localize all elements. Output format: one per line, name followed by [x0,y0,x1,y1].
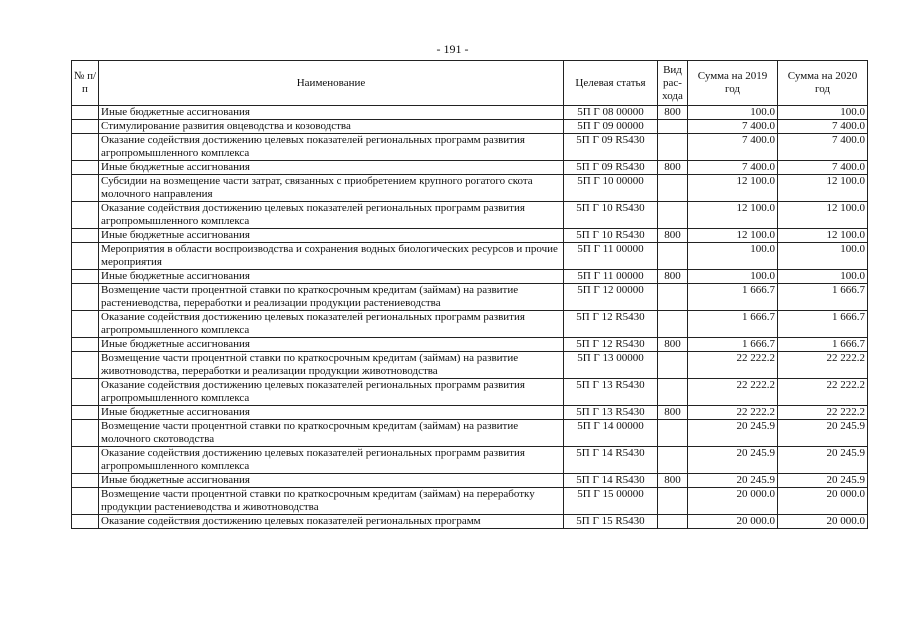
row-target-code: 5П Г 11 00000 [564,270,658,284]
row-name: Иные бюджетные ассигнования [99,161,564,175]
table-row [72,120,868,134]
row-sum-2019: 22 222.2 [688,379,778,406]
row-target-code: 5П Г 11 00000 [564,243,658,270]
row-number [72,338,99,352]
row-number [72,229,99,243]
column-header-name: Наименование [99,61,564,106]
row-sum-2020: 100.0 [778,106,868,120]
row-expense-type [658,379,688,406]
row-sum-2020: 1 666.7 [778,284,868,311]
row-sum-2020: 20 245.9 [778,447,868,474]
row-sum-2019: 20 000.0 [688,488,778,515]
row-expense-type: 800 [658,338,688,352]
column-header-vid: Вид рас-хода [658,61,688,106]
row-expense-type: 800 [658,106,688,120]
table-row [72,447,868,474]
row-sum-2019: 100.0 [688,106,778,120]
row-sum-2020: 22 222.2 [778,406,868,420]
row-sum-2020: 12 100.0 [778,229,868,243]
table-row [72,134,868,161]
page-number: - 191 - [436,42,469,56]
row-target-code: 5П Г 09 R5430 [564,161,658,175]
row-target-code: 5П Г 09 R5430 [564,134,658,161]
column-header-code: Целевая статья [564,61,658,106]
row-sum-2019: 7 400.0 [688,120,778,134]
row-target-code: 5П Г 15 R5430 [564,515,658,529]
row-sum-2020: 100.0 [778,270,868,284]
table-row [72,311,868,338]
row-number [72,175,99,202]
row-number [72,202,99,229]
row-expense-type [658,311,688,338]
table-row [72,488,868,515]
row-number [72,161,99,175]
row-expense-type: 800 [658,229,688,243]
row-sum-2019: 12 100.0 [688,202,778,229]
row-expense-type [658,202,688,229]
row-number [72,243,99,270]
row-target-code: 5П Г 08 00000 [564,106,658,120]
row-target-code: 5П Г 15 00000 [564,488,658,515]
row-name: Возмещение части процентной ставки по краткосрочным кредитам (займам) на развитие растениеводства, переработки и реализации продукции растениеводства [99,284,564,311]
row-target-code: 5П Г 10 00000 [564,175,658,202]
row-sum-2020: 12 100.0 [778,202,868,229]
row-target-code: 5П Г 13 00000 [564,352,658,379]
row-sum-2019: 20 000.0 [688,515,778,529]
table-row [72,352,868,379]
row-number [72,270,99,284]
row-name: Возмещение части процентной ставки по краткосрочным кредитам (займам) на переработку продукции растениеводства и животноводства [99,488,564,515]
table-row [72,338,868,352]
row-name: Иные бюджетные ассигнования [99,338,564,352]
row-target-code: 5П Г 14 00000 [564,420,658,447]
table-body [72,106,868,529]
table-row [72,175,868,202]
row-number [72,352,99,379]
table-row [72,106,868,120]
row-sum-2019: 100.0 [688,243,778,270]
table-row [72,420,868,447]
table-row [72,243,868,270]
row-sum-2020: 22 222.2 [778,352,868,379]
row-sum-2019: 12 100.0 [688,175,778,202]
row-name: Субсидии на возмещение части затрат, связанных с приобретением крупного рогатого скота молочного направления [99,175,564,202]
row-target-code: 5П Г 14 R5430 [564,447,658,474]
row-sum-2020: 100.0 [778,243,868,270]
row-name: Оказание содействия достижению целевых показателей региональных программ развития агропромышленного комплекса [99,311,564,338]
row-number [72,406,99,420]
row-sum-2019: 1 666.7 [688,338,778,352]
row-expense-type [658,515,688,529]
row-number [72,515,99,529]
row-target-code: 5П Г 14 R5430 [564,474,658,488]
table-header [72,61,868,106]
row-expense-type [658,447,688,474]
row-number [72,284,99,311]
row-sum-2020: 7 400.0 [778,161,868,175]
table-row [72,161,868,175]
row-target-code: 5П Г 10 R5430 [564,229,658,243]
row-name: Оказание содействия достижению целевых показателей региональных программ развития агропромышленного комплекса [99,379,564,406]
row-expense-type [658,488,688,515]
row-name: Мероприятия в области воспроизводства и сохранения водных биологических ресурсов и прочие мероприятия [99,243,564,270]
row-expense-type: 800 [658,270,688,284]
row-sum-2020: 20 245.9 [778,420,868,447]
row-name: Иные бюджетные ассигнования [99,406,564,420]
row-sum-2019: 12 100.0 [688,229,778,243]
row-number [72,447,99,474]
row-sum-2019: 1 666.7 [688,284,778,311]
row-name: Иные бюджетные ассигнования [99,106,564,120]
row-expense-type: 800 [658,161,688,175]
budget-table [71,60,868,529]
row-expense-type [658,120,688,134]
row-sum-2020: 20 245.9 [778,474,868,488]
row-sum-2019: 100.0 [688,270,778,284]
row-number [72,474,99,488]
row-number [72,488,99,515]
row-target-code: 5П Г 10 R5430 [564,202,658,229]
row-name: Стимулирование развития овцеводства и козоводства [99,120,564,134]
row-sum-2019: 7 400.0 [688,134,778,161]
row-name: Возмещение части процентной ставки по краткосрочным кредитам (займам) на развитие молочного скотоводства [99,420,564,447]
row-name: Возмещение части процентной ставки по краткосрочным кредитам (займам) на развитие животноводства, переработки и реализации продукции животноводства [99,352,564,379]
row-sum-2020: 1 666.7 [778,311,868,338]
row-name: Оказание содействия достижению целевых показателей региональных программ развития агропромышленного комплекса [99,134,564,161]
row-name: Иные бюджетные ассигнования [99,270,564,284]
row-number [72,311,99,338]
row-expense-type: 800 [658,406,688,420]
row-sum-2019: 22 222.2 [688,352,778,379]
row-name: Оказание содействия достижению целевых показателей региональных программ [99,515,564,529]
column-header-num: № п/п [72,61,99,106]
row-number [72,420,99,447]
row-sum-2019: 7 400.0 [688,161,778,175]
table-row [72,474,868,488]
row-expense-type [658,352,688,379]
row-expense-type [658,284,688,311]
table-row [72,270,868,284]
row-target-code: 5П Г 12 R5430 [564,311,658,338]
row-sum-2020: 20 000.0 [778,488,868,515]
row-number [72,379,99,406]
row-number [72,134,99,161]
row-sum-2019: 22 222.2 [688,406,778,420]
row-number [72,106,99,120]
row-sum-2020: 1 666.7 [778,338,868,352]
table-row [72,284,868,311]
row-sum-2020: 7 400.0 [778,134,868,161]
row-name: Иные бюджетные ассигнования [99,229,564,243]
column-header-sum-2020: Сумма на 2020 год [778,61,868,106]
table-row [72,515,868,529]
row-expense-type [658,175,688,202]
row-target-code: 5П Г 13 R5430 [564,406,658,420]
row-expense-type: 800 [658,474,688,488]
row-sum-2019: 1 666.7 [688,311,778,338]
table-row [72,406,868,420]
row-sum-2019: 20 245.9 [688,420,778,447]
row-sum-2020: 20 000.0 [778,515,868,529]
row-target-code: 5П Г 09 00000 [564,120,658,134]
row-number [72,120,99,134]
row-target-code: 5П Г 13 R5430 [564,379,658,406]
row-name: Оказание содействия достижению целевых показателей региональных программ развития агропромышленного комплекса [99,202,564,229]
row-name: Иные бюджетные ассигнования [99,474,564,488]
row-sum-2020: 12 100.0 [778,175,868,202]
row-sum-2020: 22 222.2 [778,379,868,406]
row-target-code: 5П Г 12 00000 [564,284,658,311]
row-target-code: 5П Г 12 R5430 [564,338,658,352]
row-sum-2019: 20 245.9 [688,447,778,474]
row-sum-2019: 20 245.9 [688,474,778,488]
row-expense-type [658,134,688,161]
row-expense-type [658,243,688,270]
table-row [72,202,868,229]
table-row [72,229,868,243]
row-sum-2020: 7 400.0 [778,120,868,134]
column-header-sum-2019: Сумма на 2019 год [688,61,778,106]
table-row [72,379,868,406]
row-expense-type [658,420,688,447]
row-name: Оказание содействия достижению целевых показателей региональных программ развития агропромышленного комплекса [99,447,564,474]
